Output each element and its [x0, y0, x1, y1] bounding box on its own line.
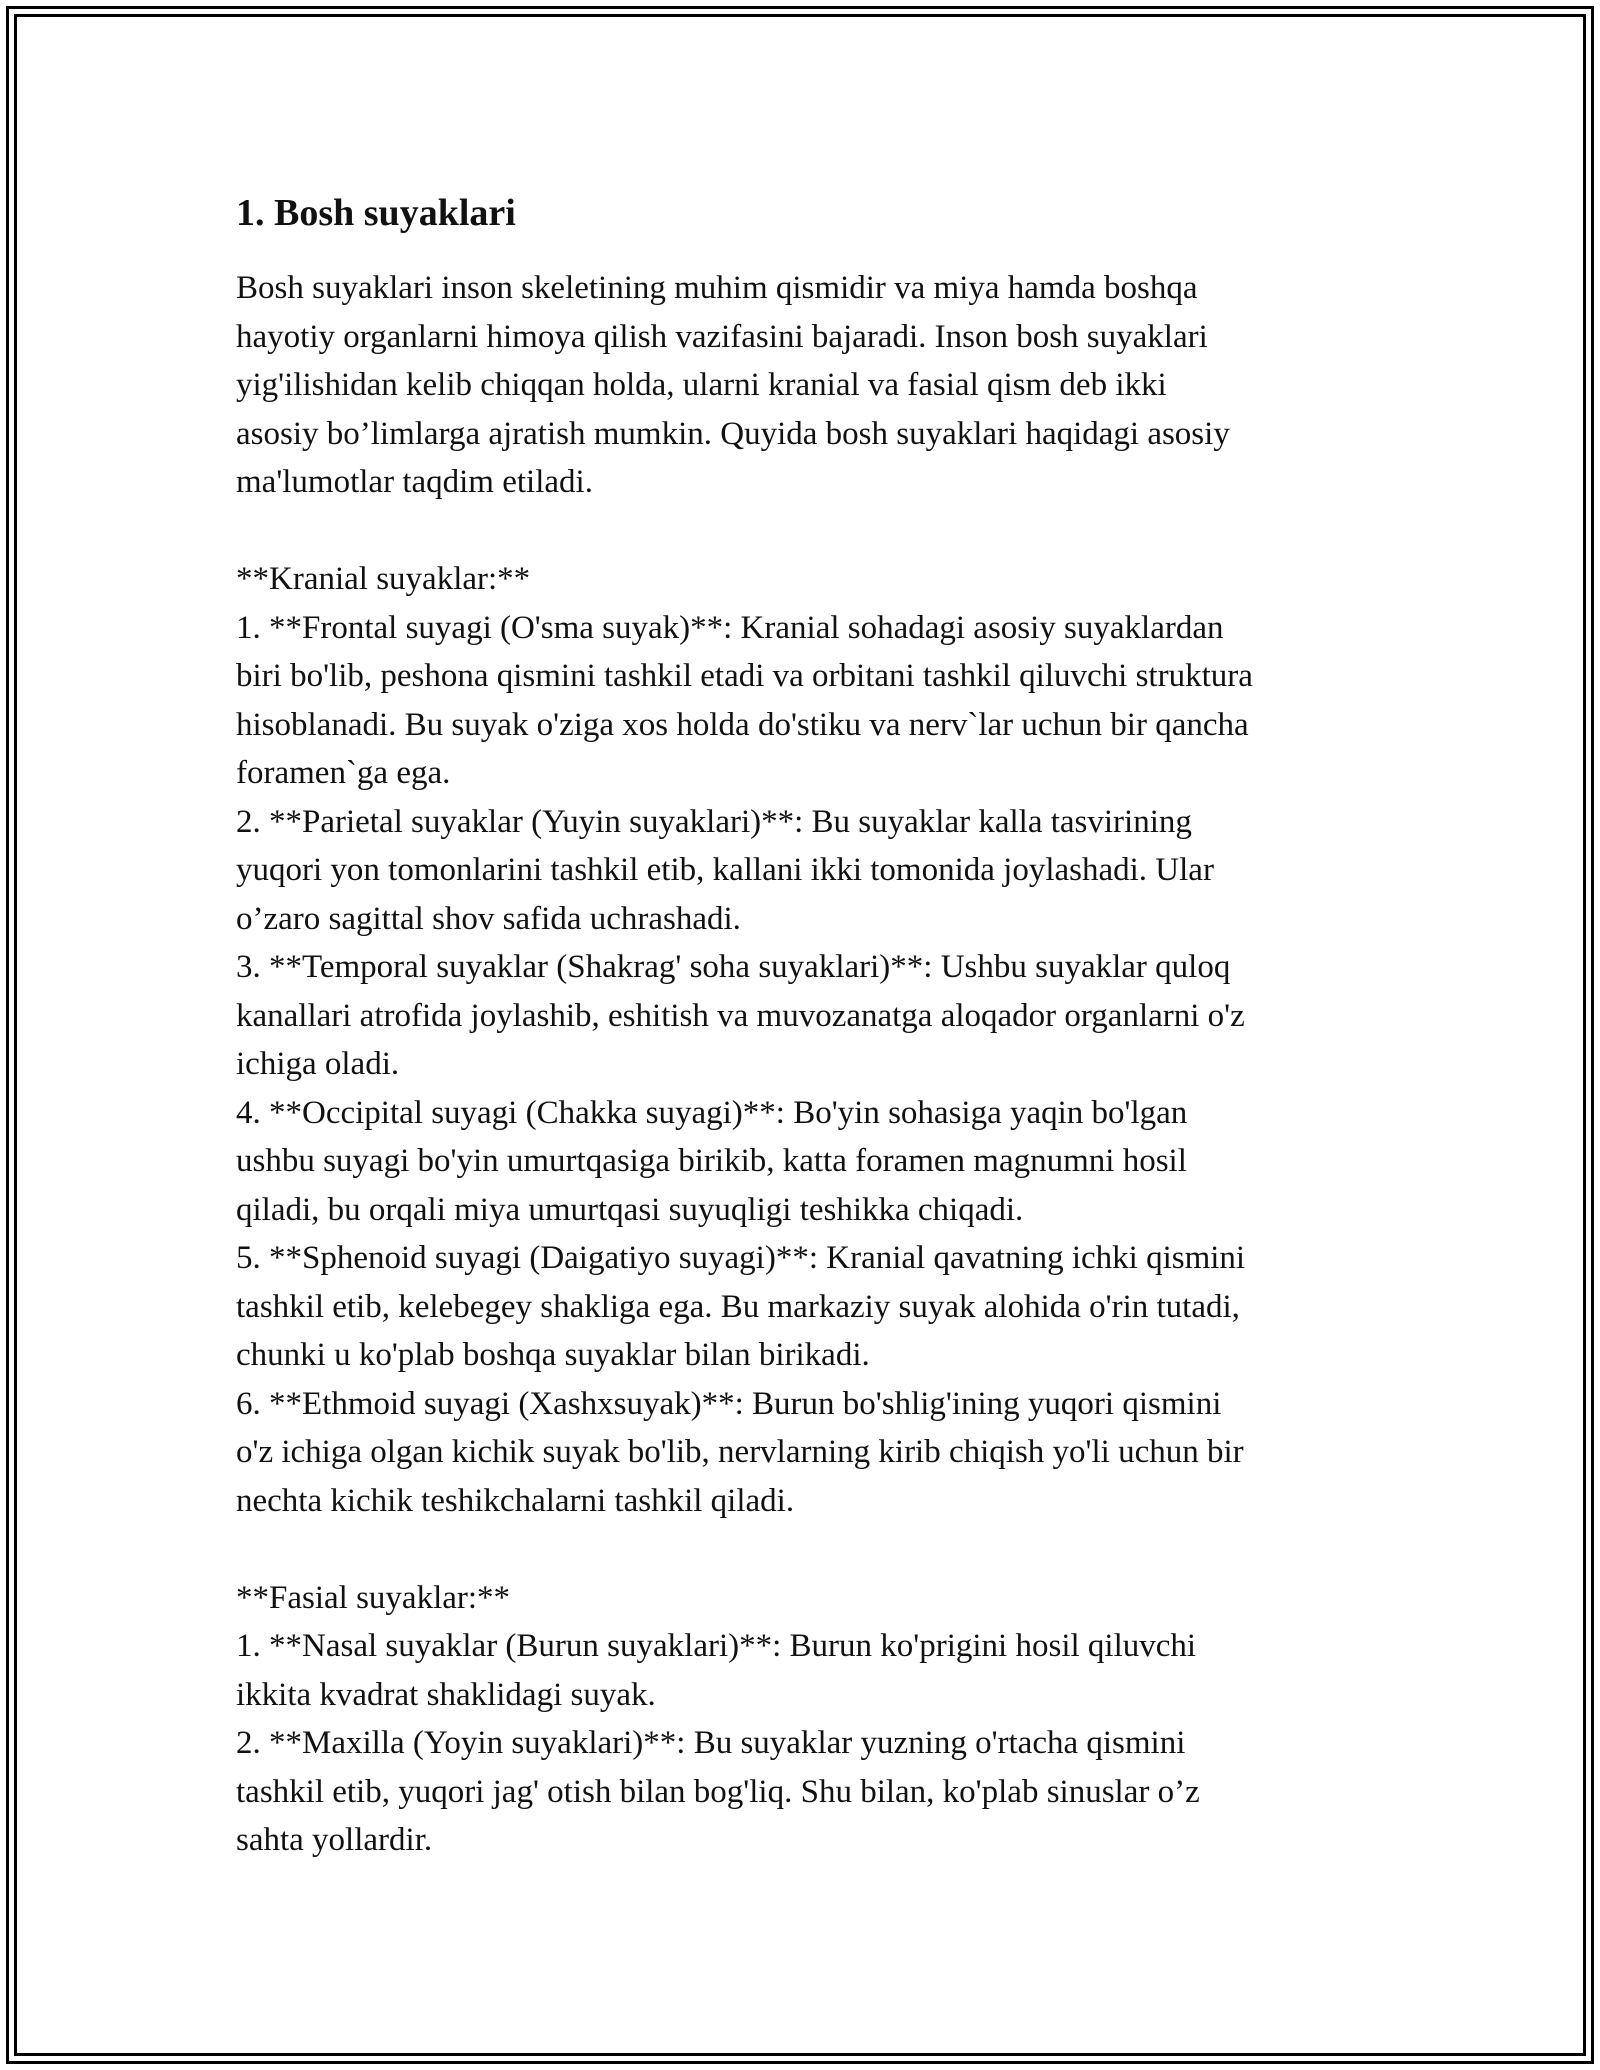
fasial-item-nasal: 1. **Nasal suyaklar (Burun suyaklari)**: Burun ko'prigini hosil qiluvchi ikkita kvadrat shaklidagi suyak.: [236, 1628, 1197, 1713]
kranial-title: **Kranial suyaklar:**: [236, 561, 531, 597]
fasial-title: **Fasial suyaklar:**: [236, 1579, 511, 1616]
kranial-item-occipital: 4. **Occipital suyagi (Chakka suyagi)**: Bo'yin sohasiga yaqin bo'lgan ushbu suyagi bo'yin umurtqasiga birikib, katta foramen magnumni hosil qiladi, bu orqali miya umurtqasi suyuqligi teshikka chiqadi.: [236, 1094, 1188, 1228]
kranial-item-parietal: 2. **Parietal suyaklar (Yuyin suyaklari)**: Bu suyaklar kalla tasvirining yuqori yon tomonlarini tashkil etib, kallani ikki tomonida joylashadi. Ular o’zaro sagittal shov safida uchrashadi.: [236, 803, 1214, 937]
document-body: [236, 188, 1396, 1865]
kranial-item-frontal: 1. **Frontal suyagi (O'sma suyak)**: Kranial sohadagi asosiy suyaklardan biri bo'lib, peshona qismini tashkil etadi va orbitani tashkil qiluvchi struktura hisoblanadi. Bu suyak o'ziga xos holda do'stiku va nerv`lar uchun bir qancha foramen`ga ega.: [236, 609, 1253, 791]
intro-paragraph: Bosh suyaklari inson skeletining muhim qismidir va miya hamda boshqa hayotiy organlarni himoya qilish vazifasini bajaradi. Inson bosh suyaklari yig'ilishidan kelib chiqqan holda, ularni kranial va fasial qism deb ikki asosiy bo’limlarga ajratish mumkin. Quyida bosh suyaklari haqidagi asosiy ma'lumotlar taqdim etiladi.: [236, 270, 1230, 500]
kranial-section: [236, 555, 1396, 1525]
kranial-item-sphenoid: 5. **Sphenoid suyagi (Daigatiyo suyagi)**: Kranial qavatning ichki qismini tashkil etib, kelebegey shakliga ega. Bu markaziy suyak alohida o'rin tutadi, chunki u ko'plab boshqa suyaklar bilan birikadi.: [236, 1240, 1246, 1373]
kranial-item-temporal: 3. **Temporal suyaklar (Shakrag' soha suyaklari)**: Ushbu suyaklar quloq kanallari atrofida joylashib, eshitish va muvozanatga aloqador organlarni o'z ichiga oladi.: [236, 949, 1245, 1082]
fasial-section: [236, 1574, 1396, 1865]
section-heading: 1. Bosh suyaklari: [236, 192, 516, 234]
fasial-item-maxilla: 2. **Maxilla (Yoyin suyaklari)**: Bu suyaklar yuzning o'rtacha qismini tashkil etib, yuqori jag' otish bilan bog'liq. Shu bilan, ko'plab sinuslar o’z sahta yollardir.: [236, 1725, 1200, 1858]
kranial-item-ethmoid: 6. **Ethmoid suyagi (Xashxsuyak)**: Burun bo'shlig'ining yuqori qismini o'z ichiga olgan kichik suyak bo'lib, nervlarning kirib chiqish yo'li uchun bir nechta kichik teshikchalarni tashkil qiladi.: [236, 1385, 1244, 1519]
